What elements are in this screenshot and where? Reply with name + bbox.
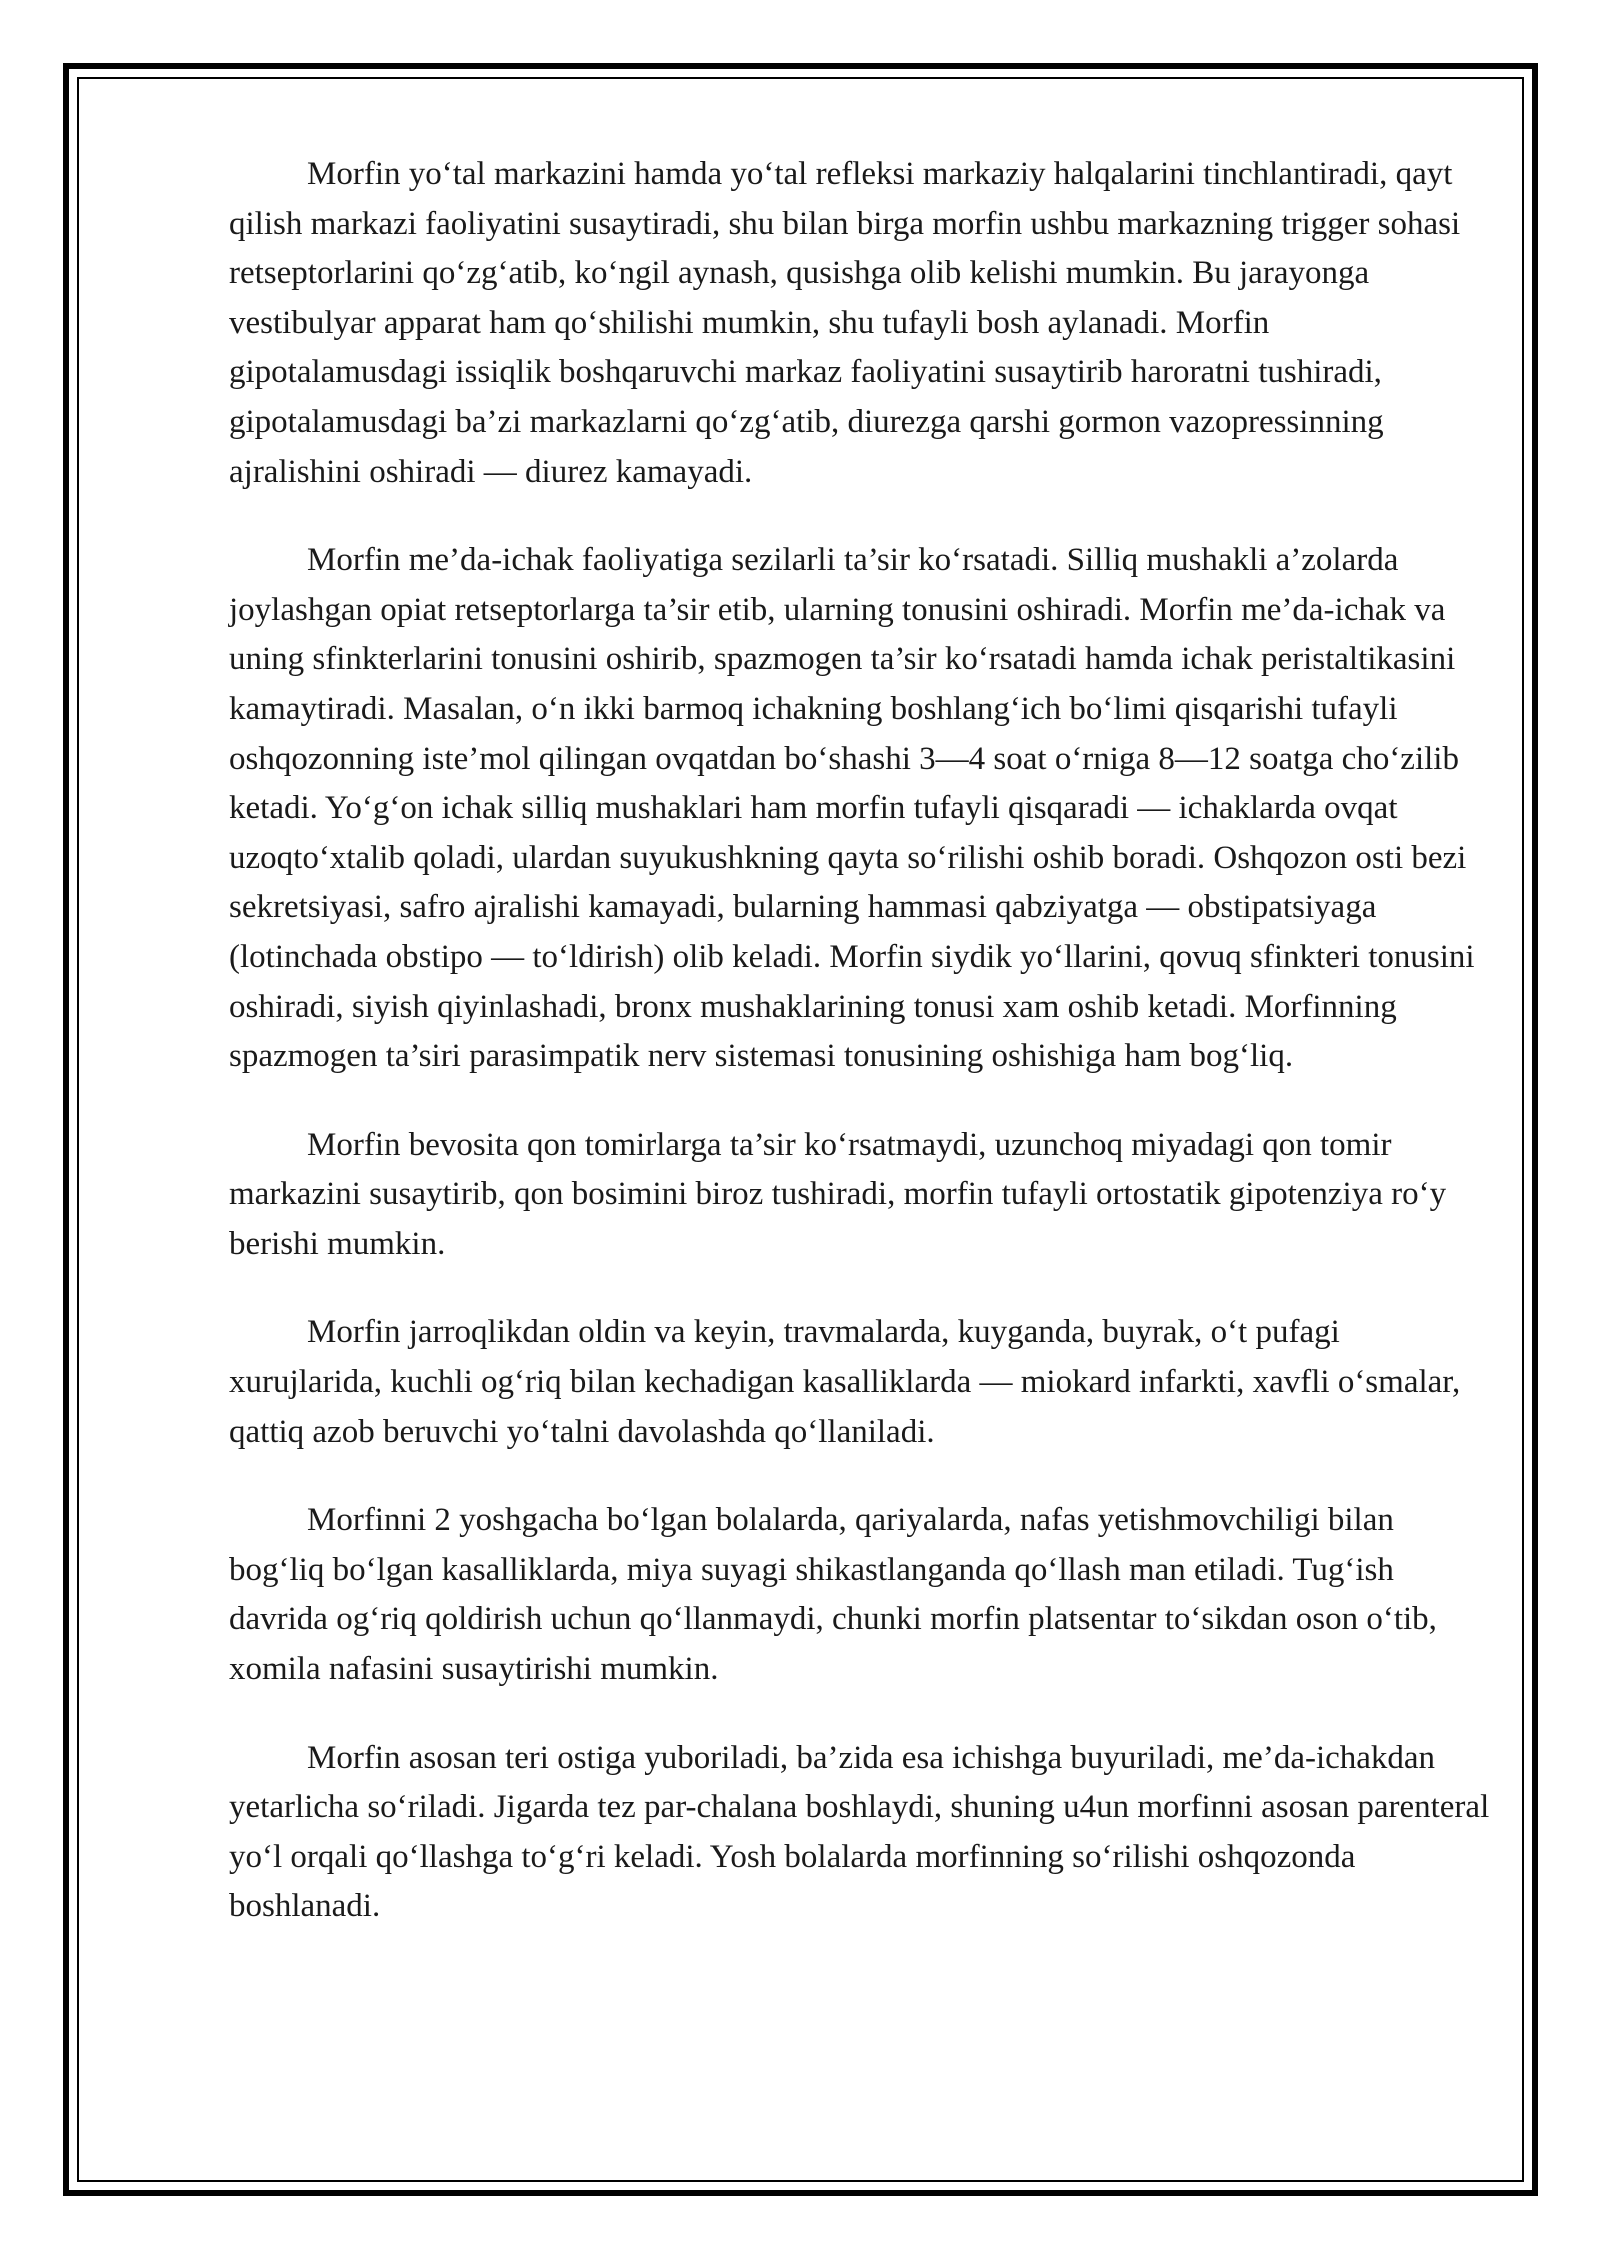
paragraph-indications: Morfin jarroqlikdan oldin va keyin, travmalarda, kuyganda, buyrak, o‘t pufagi xurujlarida, kuchli og‘riq bilan kechadigan kasalliklarda — miokard infarkti, xavfli o‘smalar, qattiq azob beruvchi yo‘talni davolashda qo‘llaniladi. xyxy=(229,1314,1461,1450)
paragraph-cough-center: Morfin yo‘tal markazini hamda yo‘tal refleksi markaziy halqalarini tinchlantiradi, qayt qilish markazi faoliyatini susaytiradi, shu bilan birga morfin ushbu markazning trigger sohasi retseptorlarini qo‘zg‘atib, ko‘ngil aynash, qusishga olib kelishi mumkin. Bu jarayonga vestibulyar apparat ham qo‘shilishi mumkin, shu tufayli bosh aylanadi. Morfin gipotalamusdagi issiqlik boshqaruvchi markaz faoliyatini susaytirib haroratni tushiradi, gipotalamusdagi ba’zi markazlarni qo‘zg‘atib, diurezga qarshi gormon vazopressinning ajralishini oshiradi — diurez kamayadi. xyxy=(229,156,1461,490)
paragraph-administration: Morfin asosan teri ostiga yuboriladi, ba’zida esa ichishga buyuriladi, me’da-ichakdan yetarlicha so‘riladi. Jigarda tez par-chalana boshlaydi, shuning u4un morfinni asosan parenteral yo‘l orqali qo‘llashga to‘g‘ri keladi. Yosh bolalarda morfinning so‘rilishi oshqozonda boshlanadi. xyxy=(229,1739,1490,1925)
paragraph-contraindications: Morfinni 2 yoshgacha bo‘lgan bolalarda, qariyalarda, nafas yetishmovchiligi bilan bog‘liq bo‘lgan kasalliklarda, miya suyagi shikastlanganda qo‘llash man etiladi. Tug‘ish davrida og‘riq qoldirish uchun qo‘llanmaydi, chunki morfin platsentar to‘sikdan oson o‘tib, xomila nafasini susaytirishi mumkin. xyxy=(229,1502,1437,1688)
paragraph-gastrointestinal: Morfin me’da-ichak faoliyatiga sezilarli ta’sir ko‘rsatadi. Silliq mushakli a’zolarda joylashgan opiat retseptorlarga ta’sir etib, ularning tonusini oshiradi. Morfin me’da-ichak va uning sfinkterlarini tonusini oshirib, spazmogen ta’sir ko‘rsatadi hamda ichak peristaltikasini kamaytiradi. Masalan, o‘n ikki barmoq ichakning boshlang‘ich bo‘limi qisqarishi tufayli oshqozonning iste’mol qilingan ovqatdan bo‘shashi 3—4 soat o‘rniga 8—12 soatga cho‘zilib ketadi. Yo‘g‘on ichak silliq mushaklari ham morfin tufayli qisqaradi — ichaklarda ovqat uzoqto‘xtalib qoladi, ulardan suyukushkning qayta so‘rilishi oshib boradi. Oshqozon osti bezi sekretsiyasi, safro ajralishi kamayadi, bularning hammasi qabziyatga — obstipatsiyaga (lotinchada obstipo — to‘ldirish) olib keladi. Morfin siydik yo‘llarini, qovuq sfinkteri tonusini oshiradi, siyish qiyinlashadi, bronx mushaklarining tonusi xam oshib ketadi. Morfinning spazmogen ta’siri parasimpatik nerv sistemasi tonusining oshishiga ham bog‘liq. xyxy=(229,542,1475,1075)
document-body xyxy=(229,150,1494,1932)
paragraph-blood-vessels: Morfin bevosita qon tomirlarga ta’sir ko‘rsatmaydi, uzunchoq miyadagi qon tomir markazini susaytirib, qon bosimini biroz tushiradi, morfin tufayli ortostatik gipotenziya ro‘y berishi mumkin. xyxy=(229,1126,1447,1262)
